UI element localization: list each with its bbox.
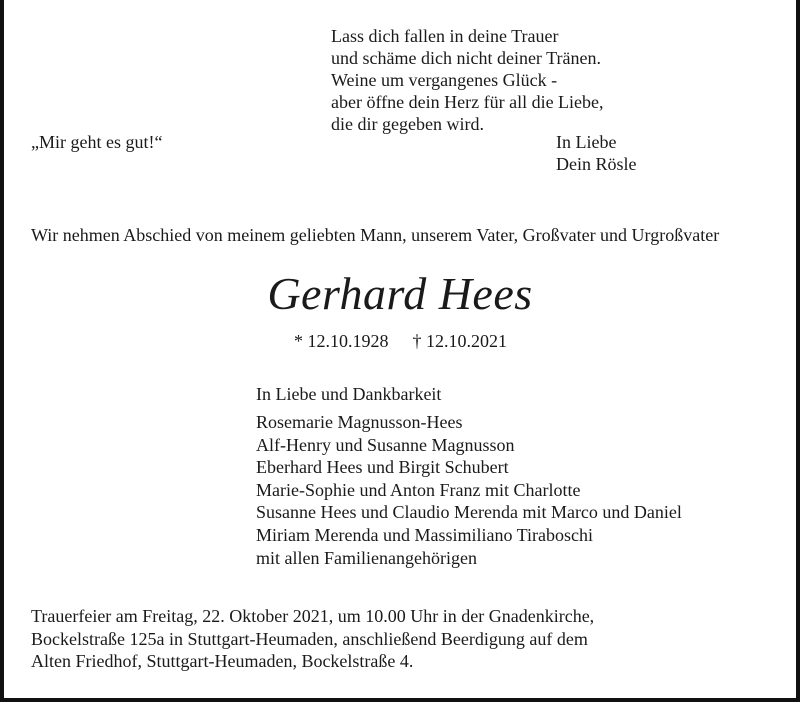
poem-line: Lass dich fallen in deine Trauer [331,26,559,46]
mourner-name: Eberhard Hees und Birgit Schubert [256,457,509,478]
mourner-name: Rosemarie Magnusson-Hees [256,412,463,432]
funeral-line: Bockelstraße 125a in Stuttgart-Heumaden, anschließend Beerdigung auf dem [31,628,588,649]
poem-line: aber öffne dein Herz für all die Liebe, [331,92,604,112]
death-date: † 12.10.2021 [412,331,507,351]
funeral-details [31,605,594,673]
mourner-name: mit allen Familienangehörigen [256,547,477,568]
poem [331,25,604,135]
life-dates [294,330,507,352]
mourner-name: Alf-Henry und Susanne Magnusson [256,434,515,455]
mourner-name: Susanne Hees und Claudio Merenda mit Marco und Daniel [256,502,682,523]
signoff-line: Dein Rösle [556,154,637,174]
funeral-line: Alten Friedhof, Stuttgart-Heumaden, Bockelstraße 4. [31,651,414,671]
signoff [556,131,637,175]
poem-line: und schäme dich nicht deiner Tränen. [331,48,601,68]
birth-date: * 12.10.1928 [294,331,389,351]
poem-line: Weine um vergangenes Glück - [331,70,558,90]
deceased-name: Gerhard Hees [267,268,533,319]
mourners-heading: In Liebe und Dankbarkeit [256,384,442,404]
motto-quote: „Mir geht es gut!“ [31,132,163,152]
poem-line: die dir gegeben wird. [331,114,484,134]
signoff-line: In Liebe [556,132,617,152]
mourner-name: Marie-Sophie und Anton Franz mit Charlotte [256,479,581,500]
announcement-intro: Wir nehmen Abschied von meinem geliebten Mann, unserem Vater, Großvater und Urgroßvater [31,225,720,245]
mourners-list [256,411,682,569]
mourner-name: Miriam Merenda und Massimiliano Tiraboschi [256,524,593,545]
funeral-line: Trauerfeier am Freitag, 22. Oktober 2021, um 10.00 Uhr in der Gnadenkirche, [31,606,595,626]
